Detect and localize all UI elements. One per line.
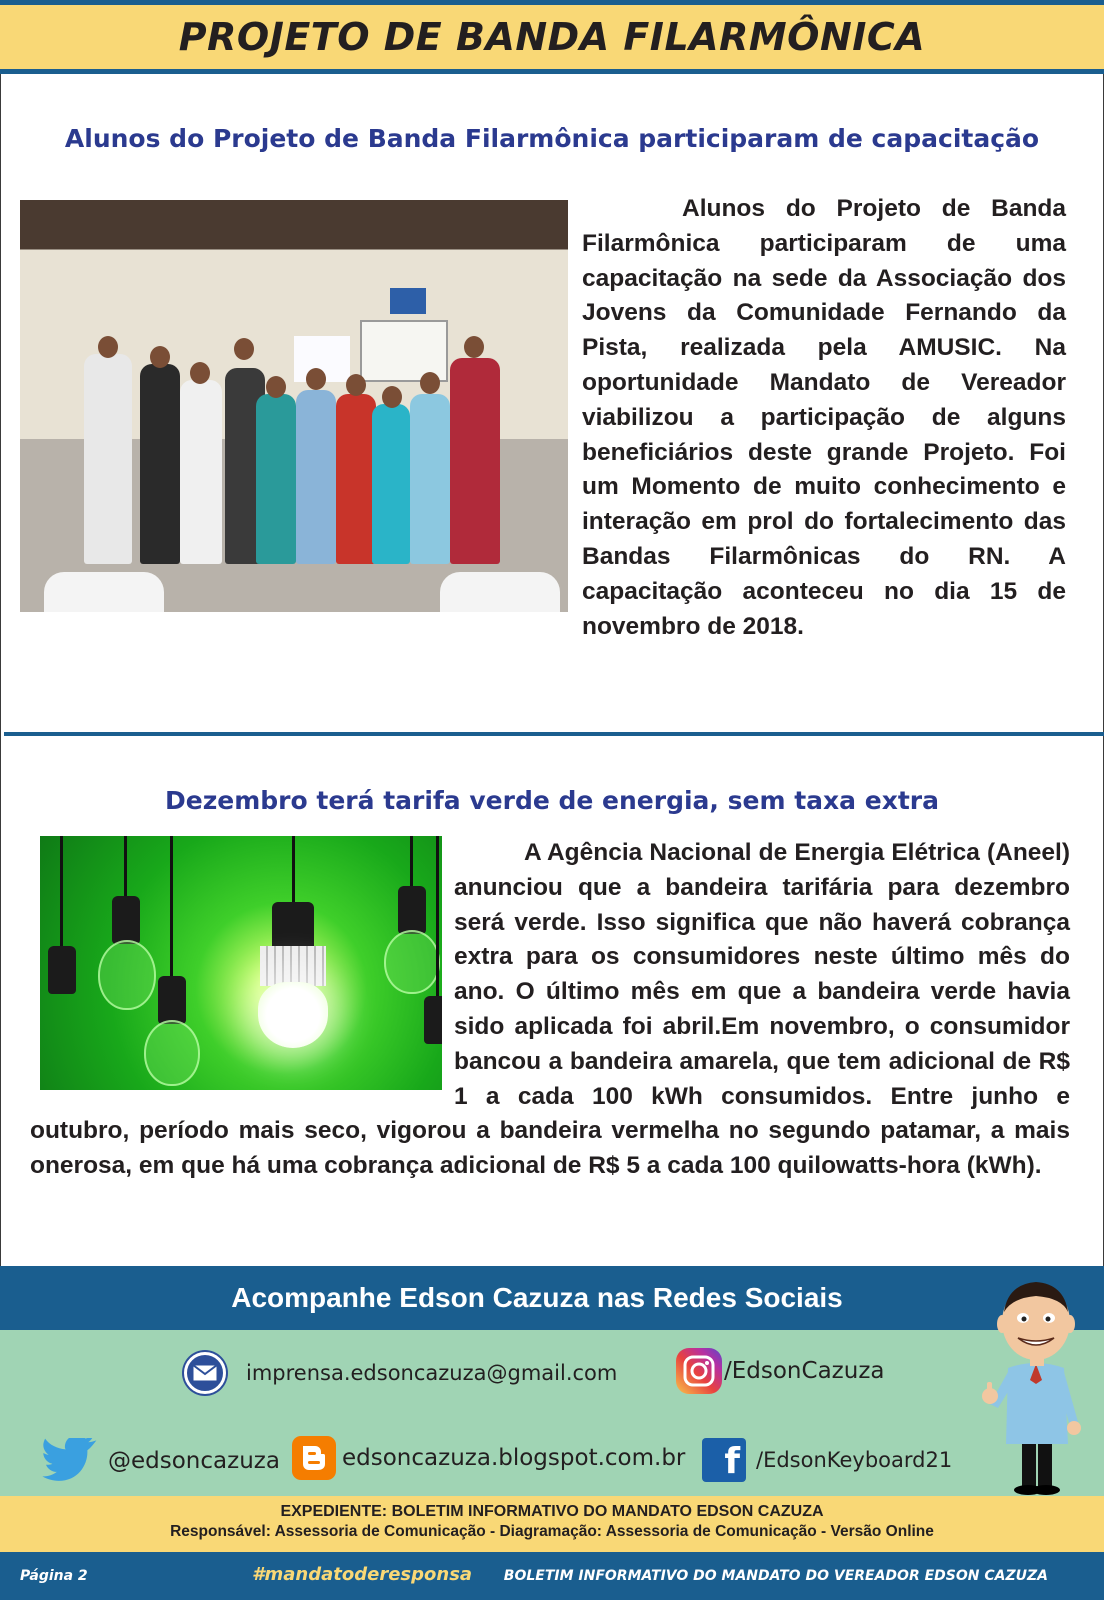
footer-publication: BOLETIM INFORMATIVO DO MANDATO DO VEREADOR EDSON CAZUZA [503,1568,1048,1584]
blog-contact[interactable] [292,1436,685,1480]
social-banner [0,1266,1104,1330]
facebook-text: /EdsonKeyboard21 [756,1448,953,1472]
article2-body: A Agência Nacional de Energia Elétrica (Aneel) anunciou que a bandeira tarifária para dezembro será verde. Isso significa que não haverá cobrança extra para os consumidores neste último mês do ano. O último mês em que a bandeira verde havia sido aplicada foi abril.Em novembro, o consumidor bancou a bandeira amarela, que tem adicional de R$ 1 a cada 100 kWh consumidos. Entre junho e outubro, período mais seco, vigorou a bandeira vermelha no segundo patamar, a mais onerosa, em que há uma cobrança adicional de R$ 5 a cada 100 quilowatts-hora (kWh). [30,839,1070,1180]
article1-photo [20,200,568,612]
social-links [0,1330,1104,1496]
page-header [0,0,1104,74]
article2-photo [40,836,442,1090]
page-title: PROJETO DE BANDA FILARMÔNICA [178,15,926,59]
twitter-contact[interactable] [42,1438,280,1484]
article2-headline: Dezembro terá tarifa verde de energia, sem taxa extra [165,786,939,815]
caricature-illustration [978,1272,1088,1496]
article1 [36,192,1066,644]
email-text: imprensa.edsoncazuza@gmail.com [246,1361,618,1385]
page-number: Página 2 [20,1568,88,1584]
article1-body: Alunos do Projeto de Banda Filarmônica participaram de uma capacitação na sede da Associação dos Jovens da Comunidade Fernando da Pista, realizada pela AMUSIC. Na oportunidade Mandato de Vereador viabilizou a participação de alguns beneficiários deste grande Projeto. Foi um Momento de muito conhecimento e interação em prol do fortalecimento das Bandas Filarmônicas do RN. A capacitação aconteceu no dia 15 de novembro de 2018. [582,195,1066,640]
expediente-credits: Responsável: Assessoria de Comunicação - Diagramação: Assessoria de Comunicação - Versão Online [170,1523,934,1540]
facebook-icon: f [702,1438,746,1482]
instagram-contact[interactable] [676,1348,884,1394]
footer-hashtag: #mandatoderesponsa [252,1564,473,1585]
instagram-icon [676,1348,722,1394]
section-divider [4,732,1104,736]
expediente-title: EXPEDIENTE: BOLETIM INFORMATIVO DO MANDATO EDSON CAZUZA [280,1503,824,1520]
page-footer [0,1552,1104,1600]
expediente [0,1496,1104,1552]
blogger-icon [292,1436,336,1480]
twitter-icon [42,1438,100,1484]
facebook-contact[interactable] [702,1438,952,1482]
article2 [30,836,1070,1184]
article1-headline: Alunos do Projeto de Banda Filarmônica participaram de capacitação [64,124,1040,153]
mail-icon [184,1352,226,1394]
blog-text: edsoncazuza.blogspot.com.br [342,1445,686,1471]
instagram-text: /EdsonCazuza [724,1358,885,1384]
email-contact[interactable] [184,1352,617,1394]
social-banner-title: Acompanhe Edson Cazuza nas Redes Sociais [231,1282,843,1313]
twitter-text: @edsoncazuza [108,1448,280,1474]
